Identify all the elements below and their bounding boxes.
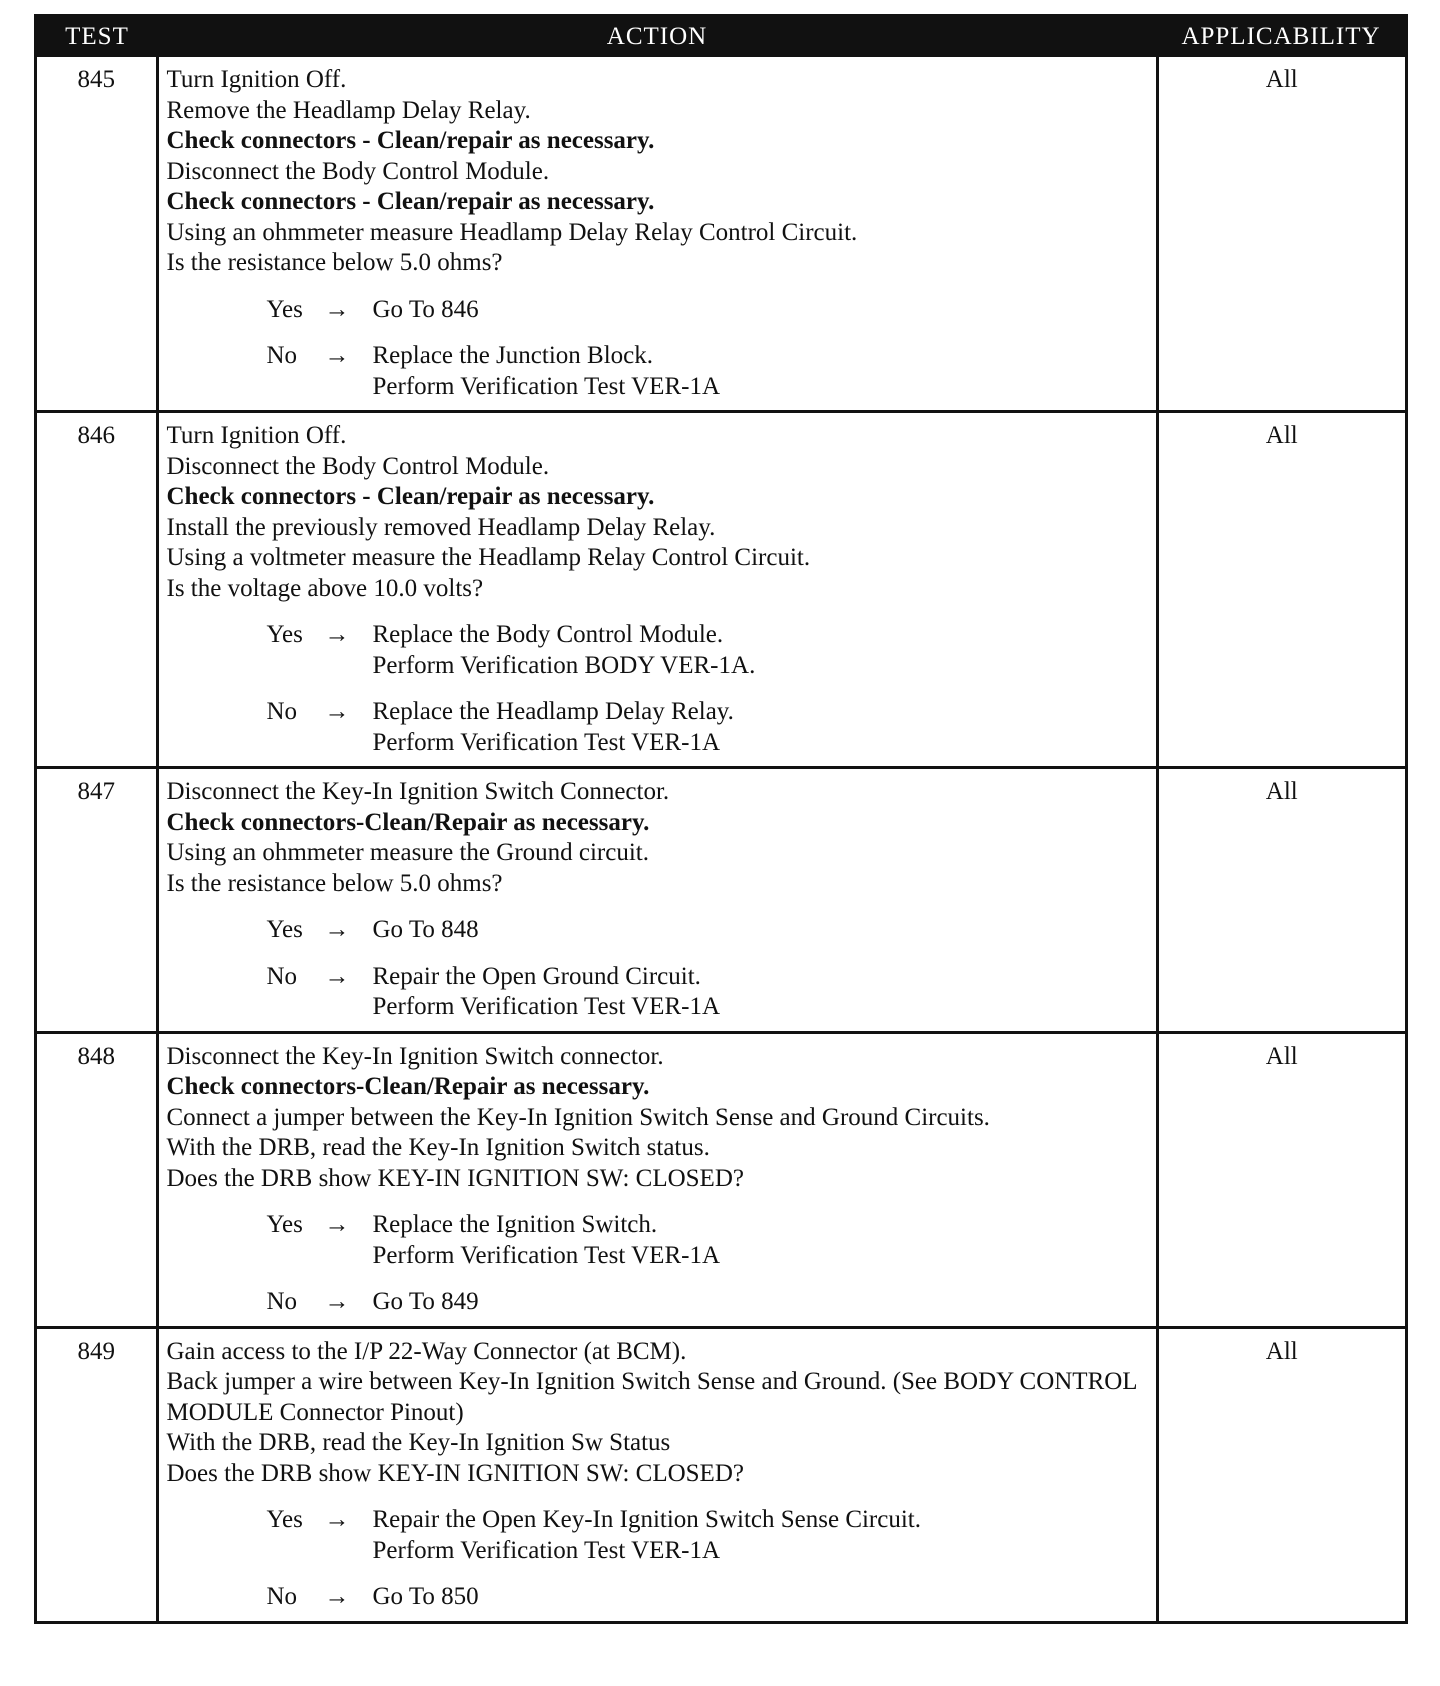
arrow-right-icon: → bbox=[324, 916, 350, 943]
branch-label: No bbox=[266, 342, 298, 369]
applicability-cell: All bbox=[1157, 412, 1405, 768]
action-step: Turn Ignition Off. bbox=[166, 66, 347, 93]
applicability-cell: All bbox=[1157, 1327, 1405, 1621]
branch-result-line: Go To 849 bbox=[372, 1288, 479, 1315]
branch-result-line: Repair the Open Ground Circuit. bbox=[372, 962, 701, 990]
action-step: Disconnect the Body Control Module. bbox=[166, 452, 550, 480]
branch-result bbox=[373, 1582, 1150, 1613]
action-step: Gain access to the I/P 22-Way Connector (at BCM). bbox=[166, 1337, 687, 1365]
arrow-right-icon: → bbox=[324, 295, 350, 323]
table-row bbox=[37, 412, 1405, 768]
action-step-emphasis: Check connectors - Clean/repair as necessary. bbox=[166, 188, 655, 215]
branch-no bbox=[167, 1582, 1150, 1613]
branch-result bbox=[373, 1287, 1150, 1318]
branch-yes bbox=[167, 620, 1150, 681]
branch-result bbox=[373, 1210, 1150, 1271]
arrow-right-icon: → bbox=[324, 621, 350, 648]
applicability-cell: All bbox=[1157, 768, 1405, 1033]
arrow-right-icon: → bbox=[324, 1583, 350, 1610]
action-step: Disconnect the Key-In Ignition Switch Connector. bbox=[166, 778, 670, 805]
arrow-right-icon: → bbox=[324, 1211, 350, 1238]
action-cell bbox=[157, 768, 1157, 1033]
branch-no bbox=[167, 1287, 1150, 1318]
diagnostic-table-frame bbox=[34, 14, 1408, 1624]
action-step: Remove the Headlamp Delay Relay. bbox=[166, 96, 531, 124]
branch-no bbox=[167, 962, 1150, 1023]
test-number: 848 bbox=[37, 1032, 157, 1327]
branch-yes bbox=[167, 1505, 1150, 1566]
branch-result-line: Perform Verification Test VER-1A bbox=[372, 728, 720, 756]
table-body bbox=[37, 57, 1405, 1621]
table-row bbox=[37, 1327, 1405, 1621]
applicability-cell: All bbox=[1157, 1032, 1405, 1327]
action-cell bbox=[157, 1032, 1157, 1327]
branch-result bbox=[373, 697, 1150, 758]
branch-result-line: Perform Verification Test VER-1A bbox=[372, 993, 720, 1020]
action-step: Disconnect the Key-In Ignition Switch connector. bbox=[166, 1042, 664, 1070]
branch-result bbox=[373, 962, 1150, 1023]
branch-result-line: Perform Verification Test VER-1A bbox=[372, 1241, 720, 1269]
test-number: 847 bbox=[37, 768, 157, 1033]
branch-label: No bbox=[266, 1288, 298, 1315]
table-row bbox=[37, 768, 1405, 1033]
header-action: ACTION bbox=[157, 17, 1157, 57]
test-number: 849 bbox=[37, 1327, 157, 1621]
action-step-emphasis: Check connectors-Clean/Repair as necessary. bbox=[166, 808, 650, 836]
action-step: Does the DRB show KEY-IN IGNITION SW: CLOSED? bbox=[166, 1459, 744, 1487]
action-step: Is the voltage above 10.0 volts? bbox=[166, 574, 484, 602]
action-step: Does the DRB show KEY-IN IGNITION SW: CLOSED? bbox=[166, 1164, 744, 1192]
table-header bbox=[37, 17, 1405, 57]
branch-no bbox=[167, 341, 1150, 402]
branch-result bbox=[373, 915, 1150, 946]
applicability-cell: All bbox=[1265, 66, 1298, 93]
branch-label: Yes bbox=[266, 916, 303, 943]
branch-label: Yes bbox=[266, 295, 303, 323]
arrow-right-icon: → bbox=[324, 962, 350, 990]
branch-result-line: Replace the Body Control Module. bbox=[372, 621, 724, 648]
branch-yes bbox=[167, 1210, 1150, 1271]
branch-yes bbox=[167, 915, 1150, 946]
branch-result-line: Perform Verification BODY VER-1A. bbox=[372, 651, 756, 679]
diagnostic-test-table bbox=[37, 17, 1405, 1621]
action-step: Connect a jumper between the Key-In Ignition Switch Sense and Ground Circuits. bbox=[166, 1103, 990, 1131]
action-cell bbox=[157, 412, 1157, 768]
arrow-right-icon: → bbox=[324, 342, 350, 369]
branch-yes bbox=[167, 295, 1150, 326]
arrow-right-icon: → bbox=[324, 1506, 350, 1533]
branch-label: Yes bbox=[266, 1506, 303, 1533]
header-test: TEST bbox=[37, 17, 157, 57]
test-number: 845 bbox=[37, 57, 157, 412]
header-row bbox=[37, 17, 1405, 57]
action-step: Using an ohmmeter measure the Ground circuit. bbox=[166, 839, 649, 866]
branch-result-line: Replace the Headlamp Delay Relay. bbox=[372, 698, 734, 725]
branch-result-line: Go To 846 bbox=[372, 295, 479, 323]
test-number: 846 bbox=[37, 412, 157, 768]
table-row bbox=[37, 1032, 1405, 1327]
action-step: Disconnect the Body Control Module. bbox=[166, 157, 550, 185]
action-step: Back jumper a wire between Key-In Ignition Switch Sense and Ground. (See BODY CONTROL MODULE Connector Pinout) bbox=[166, 1368, 1137, 1426]
action-step-emphasis: Check connectors - Clean/repair as necessary. bbox=[166, 483, 655, 510]
action-step: With the DRB, read the Key-In Ignition Sw Status bbox=[166, 1429, 671, 1456]
action-cell bbox=[157, 57, 1157, 412]
branch-label: Yes bbox=[266, 621, 303, 648]
action-cell bbox=[157, 1327, 1157, 1621]
branch-result-line: Go To 848 bbox=[372, 916, 479, 943]
branch-result-line: Go To 850 bbox=[372, 1583, 479, 1610]
branch-result-line: Replace the Junction Block. bbox=[372, 342, 653, 369]
branch-result bbox=[373, 620, 1150, 681]
table-row bbox=[37, 57, 1405, 412]
action-step: Using an ohmmeter measure Headlamp Delay Relay Control Circuit. bbox=[166, 218, 858, 246]
branch-result-line: Perform Verification Test VER-1A bbox=[372, 372, 720, 400]
action-step: With the DRB, read the Key-In Ignition Switch status. bbox=[166, 1134, 710, 1161]
branch-label: No bbox=[266, 1583, 298, 1610]
header-applicability: APPLICABILITY bbox=[1157, 17, 1405, 57]
action-step: Install the previously removed Headlamp Delay Relay. bbox=[166, 513, 716, 541]
branch-result bbox=[373, 341, 1150, 402]
arrow-right-icon: → bbox=[324, 698, 350, 725]
branch-result-line: Perform Verification Test VER-1A bbox=[372, 1536, 720, 1564]
branch-no bbox=[167, 697, 1150, 758]
branch-label: No bbox=[266, 962, 298, 990]
action-step-emphasis: Check connectors-Clean/Repair as necessary. bbox=[166, 1073, 650, 1100]
arrow-right-icon: → bbox=[324, 1288, 350, 1315]
branch-result bbox=[373, 295, 1150, 326]
action-step: Using a voltmeter measure the Headlamp Relay Control Circuit. bbox=[166, 544, 811, 571]
branch-result-line: Repair the Open Key-In Ignition Switch Sense Circuit. bbox=[372, 1506, 921, 1533]
branch-result bbox=[373, 1505, 1150, 1566]
action-step: Turn Ignition Off. bbox=[166, 422, 347, 449]
branch-result-line: Replace the Ignition Switch. bbox=[372, 1211, 658, 1238]
action-step: Is the resistance below 5.0 ohms? bbox=[166, 249, 503, 276]
action-step-emphasis: Check connectors - Clean/repair as necessary. bbox=[166, 127, 655, 154]
branch-label: No bbox=[266, 698, 298, 725]
action-step: Is the resistance below 5.0 ohms? bbox=[166, 869, 503, 897]
branch-label: Yes bbox=[266, 1211, 303, 1238]
